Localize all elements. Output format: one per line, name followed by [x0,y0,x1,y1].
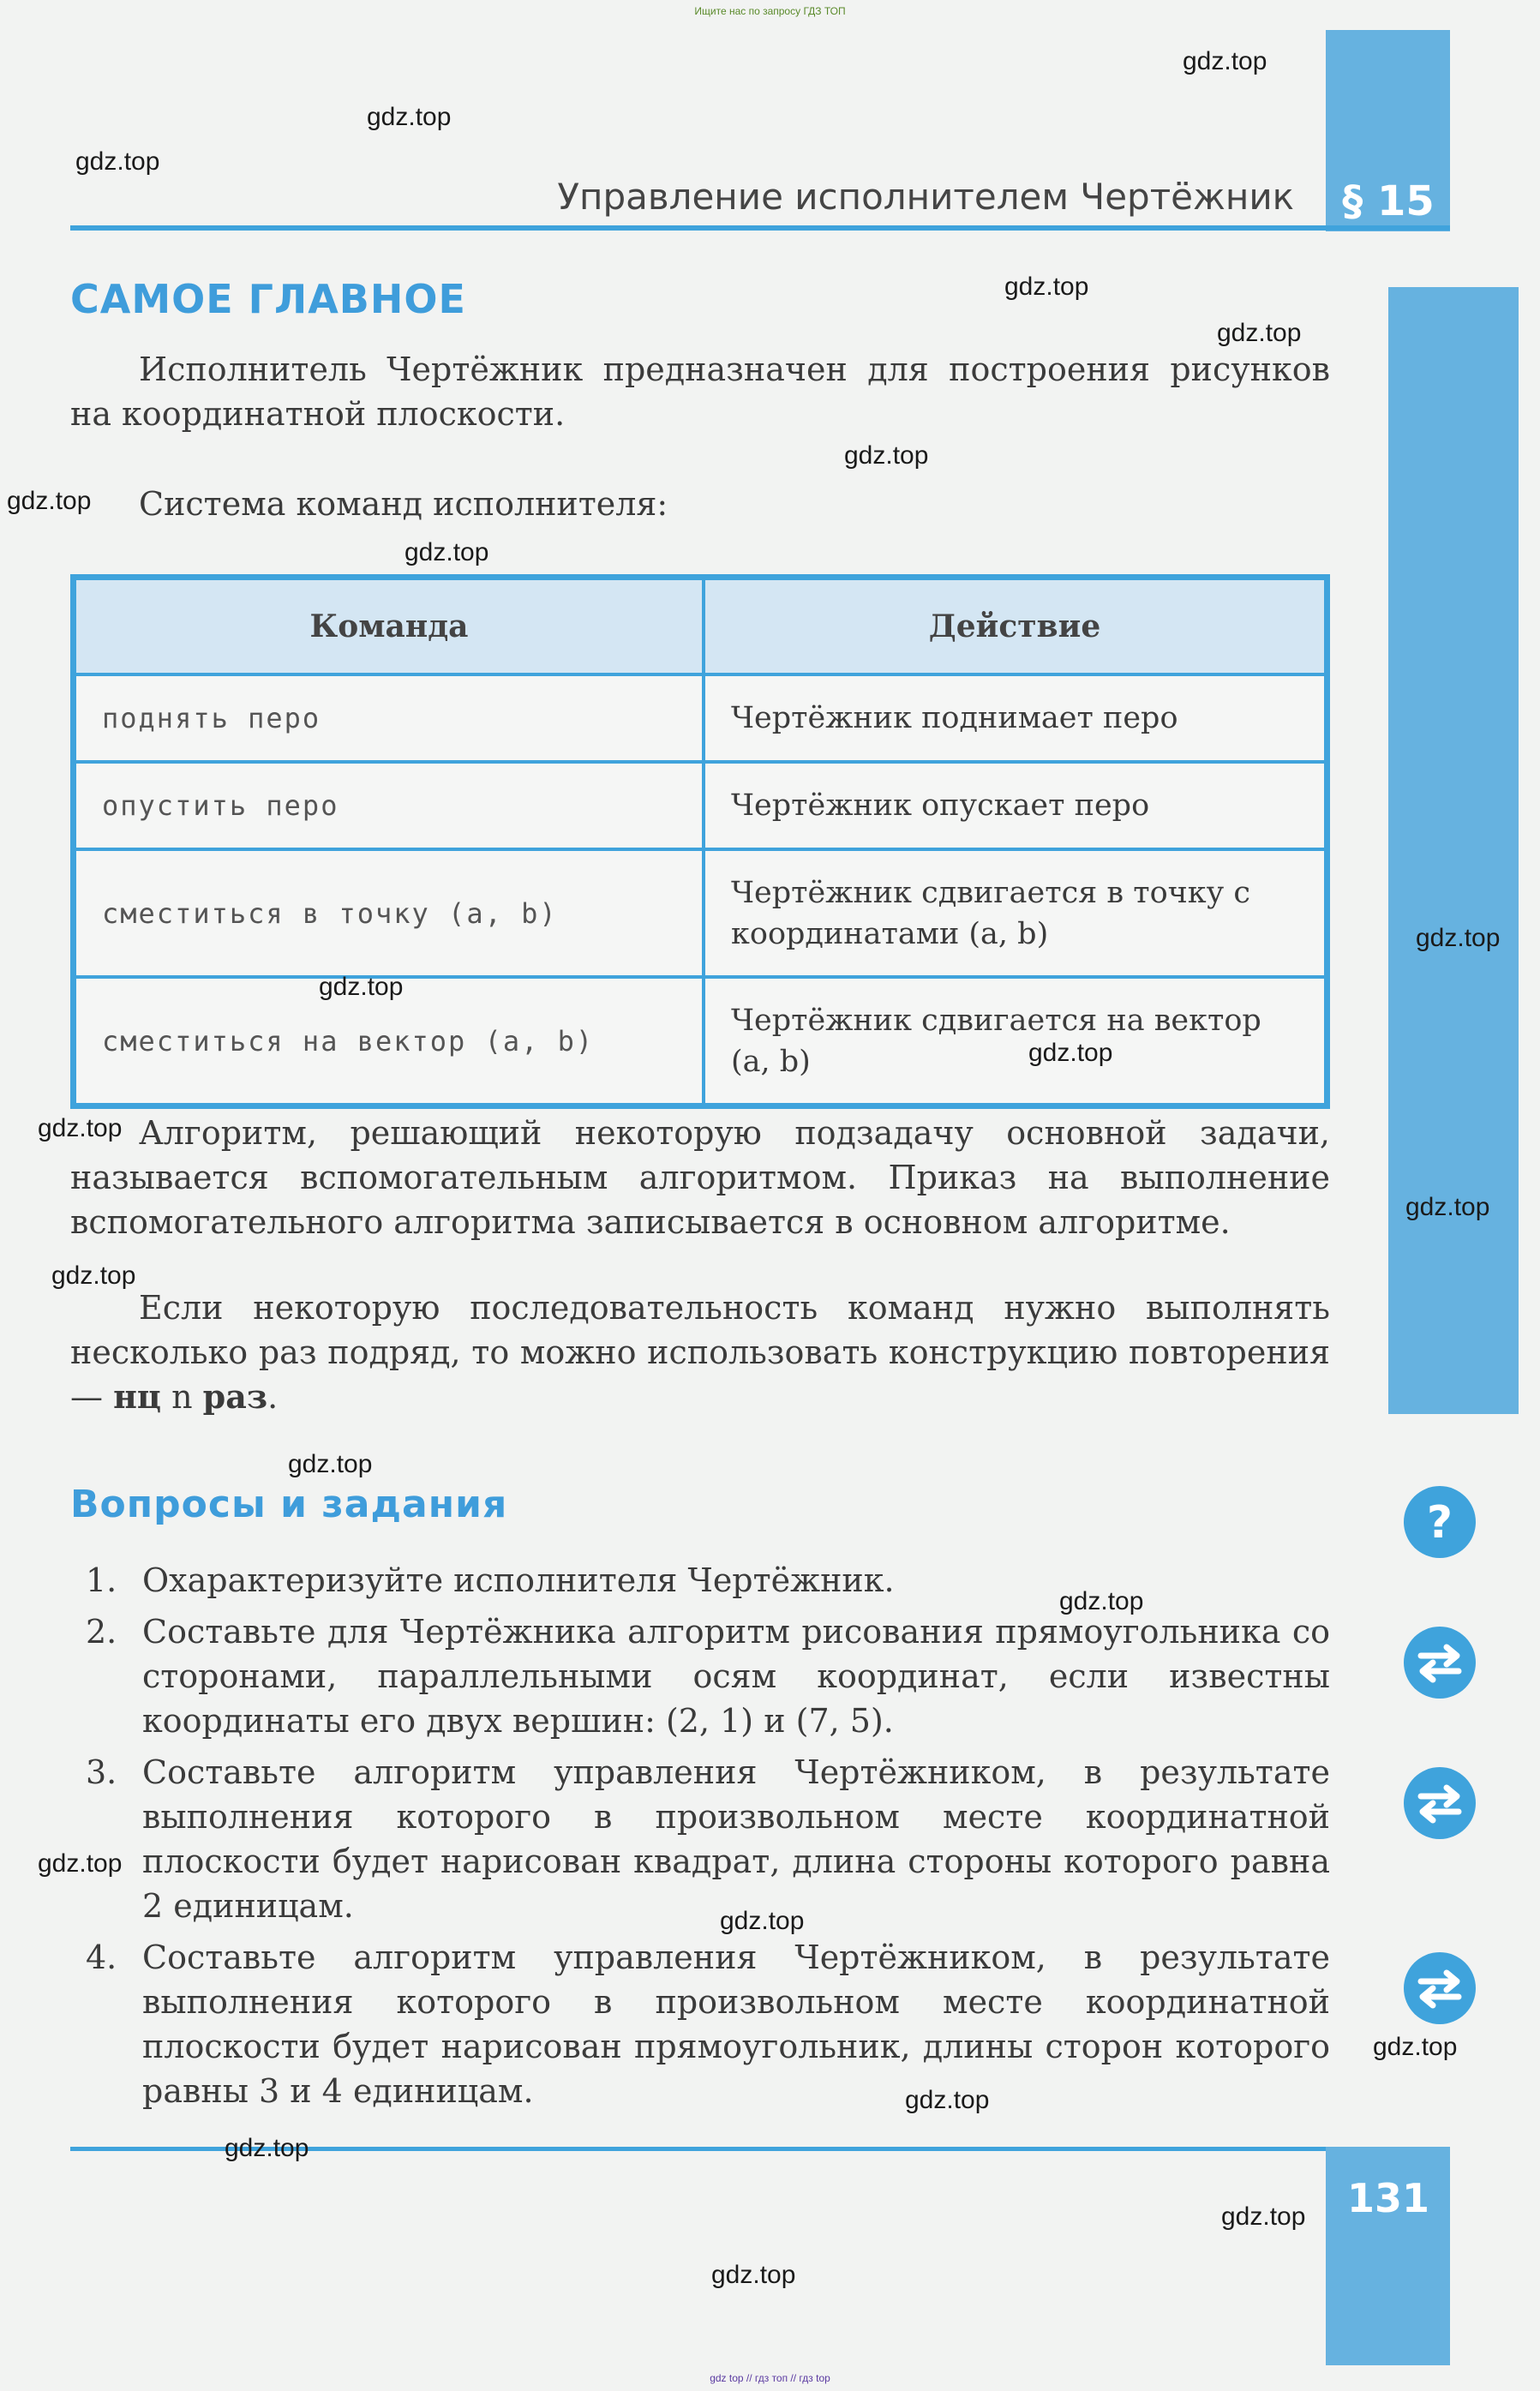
svg-text:?: ? [1426,1497,1453,1548]
keyword-raz: раз [202,1377,268,1416]
side-bar [1388,287,1519,1414]
page-number: 131 [1346,2175,1430,2221]
watermark: gdz.top [1405,1193,1490,1221]
section-number: § 15 [1342,177,1435,225]
watermark: gdz.top [905,2086,990,2114]
watermark: gdz.top [51,1261,136,1290]
watermark: gdz.top [844,441,929,470]
watermark: gdz.top [1059,1587,1144,1615]
repeat-count: n [171,1378,193,1416]
watermark: gdz.top [225,2134,309,2162]
watermark: gdz.top [720,1907,805,1935]
exchange-arrows-icon [1404,1767,1476,1839]
watermark: gdz.top [75,147,160,176]
bottom-note: gdz top // гдз топ // гдз top [710,2372,830,2384]
repeat-paragraph: Если некоторую последовательность команд нужно выполнять несколько раз подряд, то можно использовать конструкцию повторения — нц n раз. [70,1289,1330,1416]
top-search-note: Ищите нас по запросу ГДЗ ТОП [694,5,846,17]
watermark: gdz.top [1416,924,1501,952]
keyword-nc: нц [113,1377,161,1416]
watermark: gdz.top [1373,2033,1458,2061]
exchange-arrows-icon [1404,1627,1476,1699]
column-header-command: Команда [74,578,704,675]
watermark: gdz.top [1221,2202,1306,2231]
table-row [74,849,1327,977]
watermark: gdz.top [38,1114,123,1142]
exchange-arrows-icon [1404,1952,1476,2024]
list-item: 3. Составьте алгоритм управления Чертёжником, в результате выполнения которого в произвольном месте координатной плоскости будет нарисован квадрат, длина стороны которого равна 2 единицам. [86,1753,1330,1925]
watermark: gdz.top [1028,1039,1113,1067]
list-item: 1. Охарактеризуйте исполнителя Чертёжник. [86,1561,895,1599]
watermark: gdz.top [404,538,489,566]
action-cell: Чертёжник поднимает перо [704,674,1327,762]
aux-algorithm-paragraph: Алгоритм, решающий некоторую подзадачу основной задачи, называется вспомогательным алгоритмом. Приказ на выполнение вспомогательного алгоритма записывается в основном алгоритме. [70,1114,1330,1241]
column-header-action: Действие [704,578,1327,675]
watermark: gdz.top [711,2261,796,2289]
watermark: gdz.top [38,1849,123,1878]
system-label: Система команд исполнителя: [139,485,668,523]
action-cell: Чертёжник опускает перо [704,762,1327,849]
intro-paragraph: Исполнитель Чертёжник предназначен для построения рисунков на координатной плоскости. [70,351,1330,433]
header-rule [70,225,1450,231]
command-cell: поднять перо [74,674,704,762]
list-item: 4. Составьте алгоритм управления Чертёжником, в результате выполнения которого в произвольном месте координатной плоскости будет нарисован прямоугольник, длины сторон которого равны 3 и 4 единицам. [86,1939,1330,2110]
table-row [74,762,1327,849]
action-cell: Чертёжник сдвигается в точку с координатами (a, b) [704,849,1327,977]
watermark: gdz.top [1217,319,1302,347]
watermark: gdz.top [1183,47,1267,75]
questions-heading: Вопросы и задания [70,1483,508,1526]
list-item: 2. Составьте для Чертёжника алгоритм рисования прямоугольника со сторонами, параллельными осям координат, если известны координаты его двух вершин: (2, 1) и (7, 5). [86,1613,1330,1740]
question-icon [1404,1486,1476,1558]
page-header-title: Управление исполнителем Чертёжник [557,176,1294,218]
watermark: gdz.top [367,103,452,131]
table-row [74,674,1327,762]
command-cell: сместиться на вектор (a, b) [74,977,704,1106]
watermark: gdz.top [7,487,92,515]
watermark: gdz.top [288,1450,373,1478]
action-cell: Чертёжник сдвигается на вектор (a, b) [704,977,1327,1106]
watermark: gdz.top [1004,273,1089,301]
watermark: gdz.top [319,973,404,1001]
command-cell: опустить перо [74,762,704,849]
main-heading: САМОЕ ГЛАВНОЕ [70,276,466,322]
command-table [70,574,1330,1109]
questions-list [86,1558,1330,2120]
table-row [74,977,1327,1106]
command-cell: сместиться в точку (a, b) [74,849,704,977]
